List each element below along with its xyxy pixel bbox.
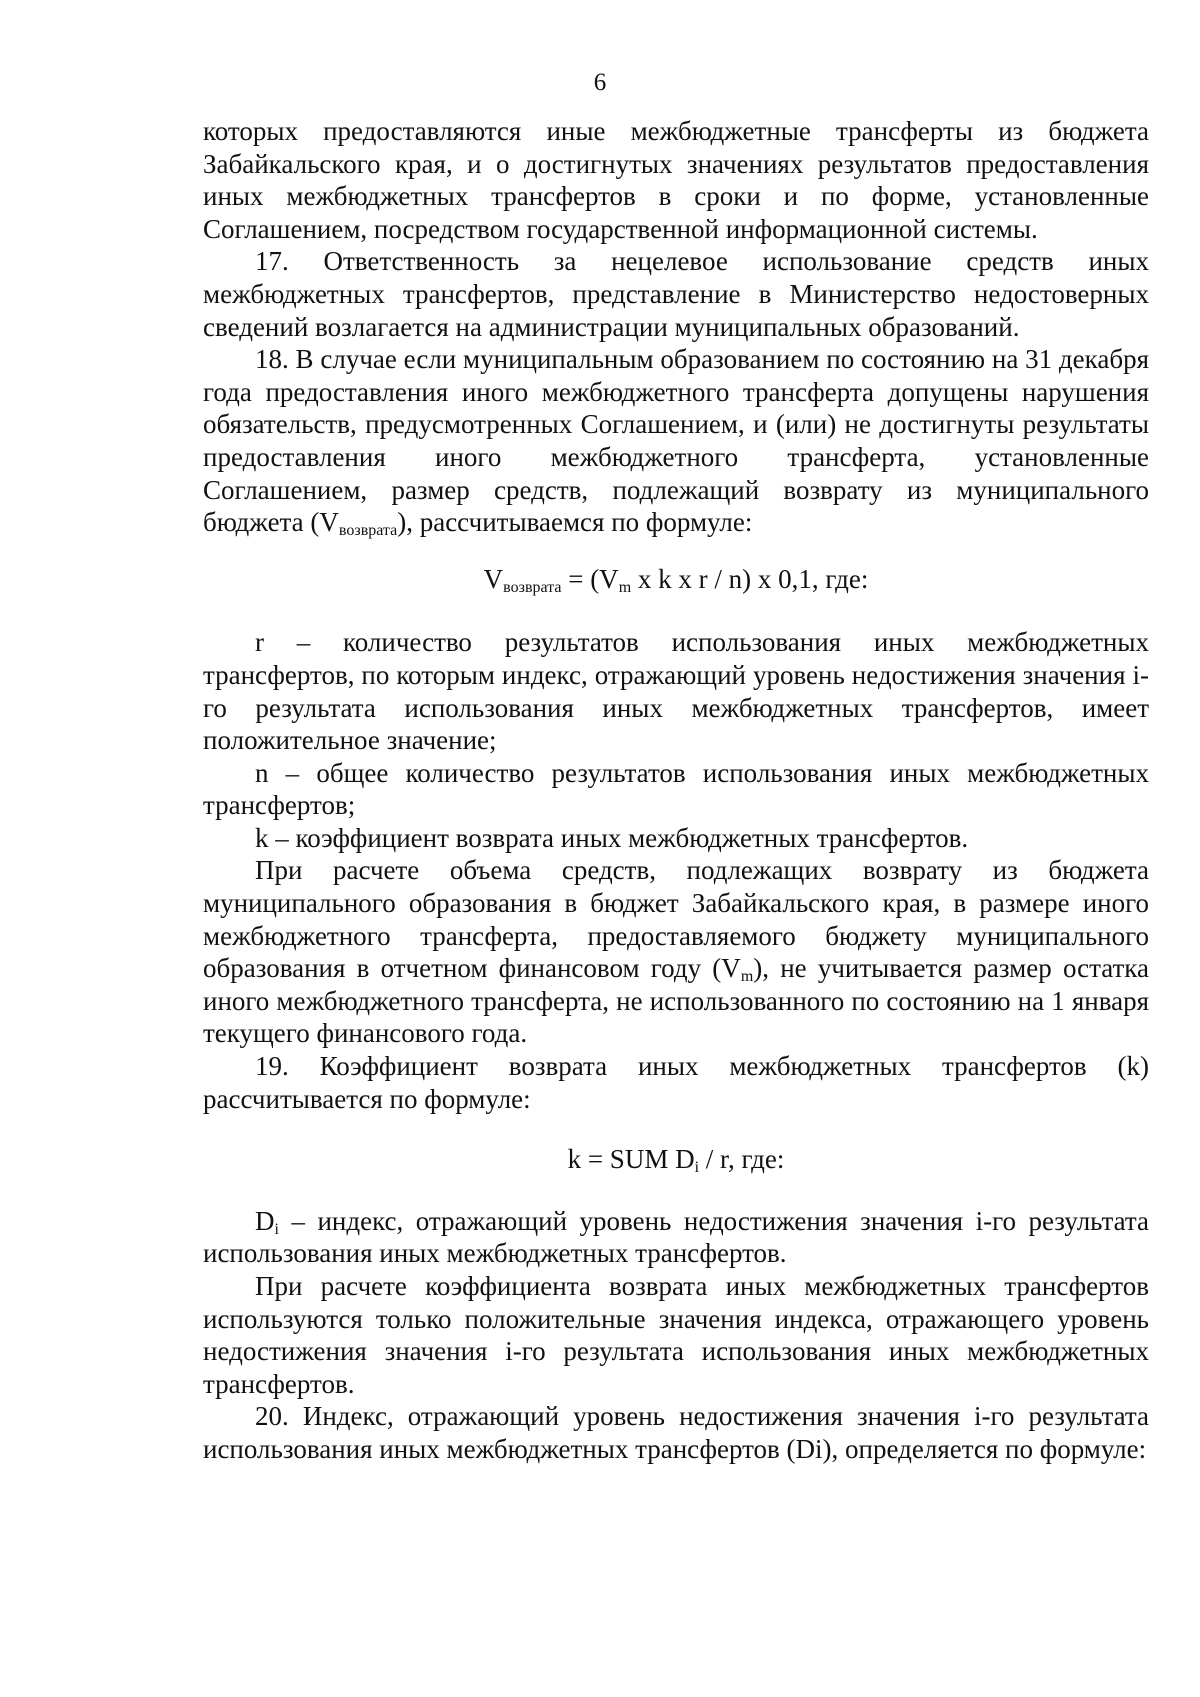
page-number: 6 [593,69,607,96]
formula-v-vozvrata [203,563,1149,596]
formula-1-part: x k x r / n) x 0,1, где: [631,563,869,594]
paragraph-calculation [203,854,1149,1050]
paragraph-19: 19. Коэффициент возврата иных межбюджетных трансфертов (k) рассчитывается по формуле: [203,1051,1149,1114]
formula-2-part: / r, где: [699,1144,785,1175]
formula-1-subscript: возврата [503,578,562,596]
paragraph-18-tail: ), рассчитываемся по формуле: [397,507,753,538]
definition-di-text: – индекс, отражающий уровень недостижения значения i-го результата использования иных межбюджетных трансфертов. [203,1205,1149,1269]
definition-di [203,1205,1149,1270]
formula-k [203,1143,1149,1176]
paragraph-calculation-tail: ), не учитывается размер остатка иного межбюджетного трансферта, не использованного по состоянию на 1 января текущего финансового года. [203,953,1150,1049]
subscript-m: m [740,968,754,986]
definition-r: r – количество результатов использования иных межбюджетных трансфертов, по которым индекс, отражающий уровень недостижения значения i-го результата использования иных межбюджетных трансфертов, имеет положительное значение; [203,627,1149,756]
definition-di-symbol: D [255,1205,275,1236]
definition-n: n – общее количество результатов использования иных межбюджетных трансфертов; [203,757,1149,821]
subscript-vozvrata: возврата [338,522,398,540]
document-body [203,115,1149,1466]
paragraph-20: 20. Индекс, отражающий уровень недостижения значения i-го результата использования иных межбюджетных трансфертов (Di), определяется по формуле: [203,1401,1149,1464]
formula-1-part: = (V [561,563,619,594]
paragraph-18-text: 18. В случае если муниципальным образованием по состоянию на 31 декабря года предоставления иного межбюджетного трансферта допущены нарушения обязательств, предусмотренных Соглашением, и (или) не достигнуты результаты предоставления иного межбюджетного трансферта, установленные Соглашением, размер средств, подлежащий возврату из муниципального бюджета (V [203,344,1149,538]
formula-2-part: k = SUM D [567,1144,695,1175]
paragraph-continuation: которых предоставляются иные межбюджетные трансферты из бюджета Забайкальского края, и о достигнутых значениях результатов предоставления иных межбюджетных трансфертов в сроки и по форме, установленные Соглашением, посредством государственной информационной системы. [203,116,1149,244]
paragraph-coefficient: При расчете коэффициента возврата иных межбюджетных трансфертов используются только положительные значения индекса, отражающего уровень недостижения значения i-го результата использования иных межбюджетных трансфертов. [203,1271,1149,1399]
formula-2-subscript: i [694,1159,700,1177]
paragraph-18 [203,343,1149,539]
definition-k: k – коэффициент возврата иных межбюджетных трансфертов. [255,822,969,853]
subscript-i: i [274,1220,279,1238]
paragraph-calculation-text: При расчете объема средств, подлежащих возврату из бюджета муниципального образования в бюджет Забайкальского края, в размере иного межбюджетного трансферта, предоставляемого бюджету муниципального образования в отчетном финансовом году (V [203,855,1149,984]
formula-1-subscript: m [618,578,632,596]
paragraph-17: 17. Ответственность за нецелевое использование средств иных межбюджетных трансфертов, представление в Министерство недостоверных сведений возлагается на администрации муниципальных образований. [203,246,1149,342]
formula-1-part: V [483,563,504,594]
